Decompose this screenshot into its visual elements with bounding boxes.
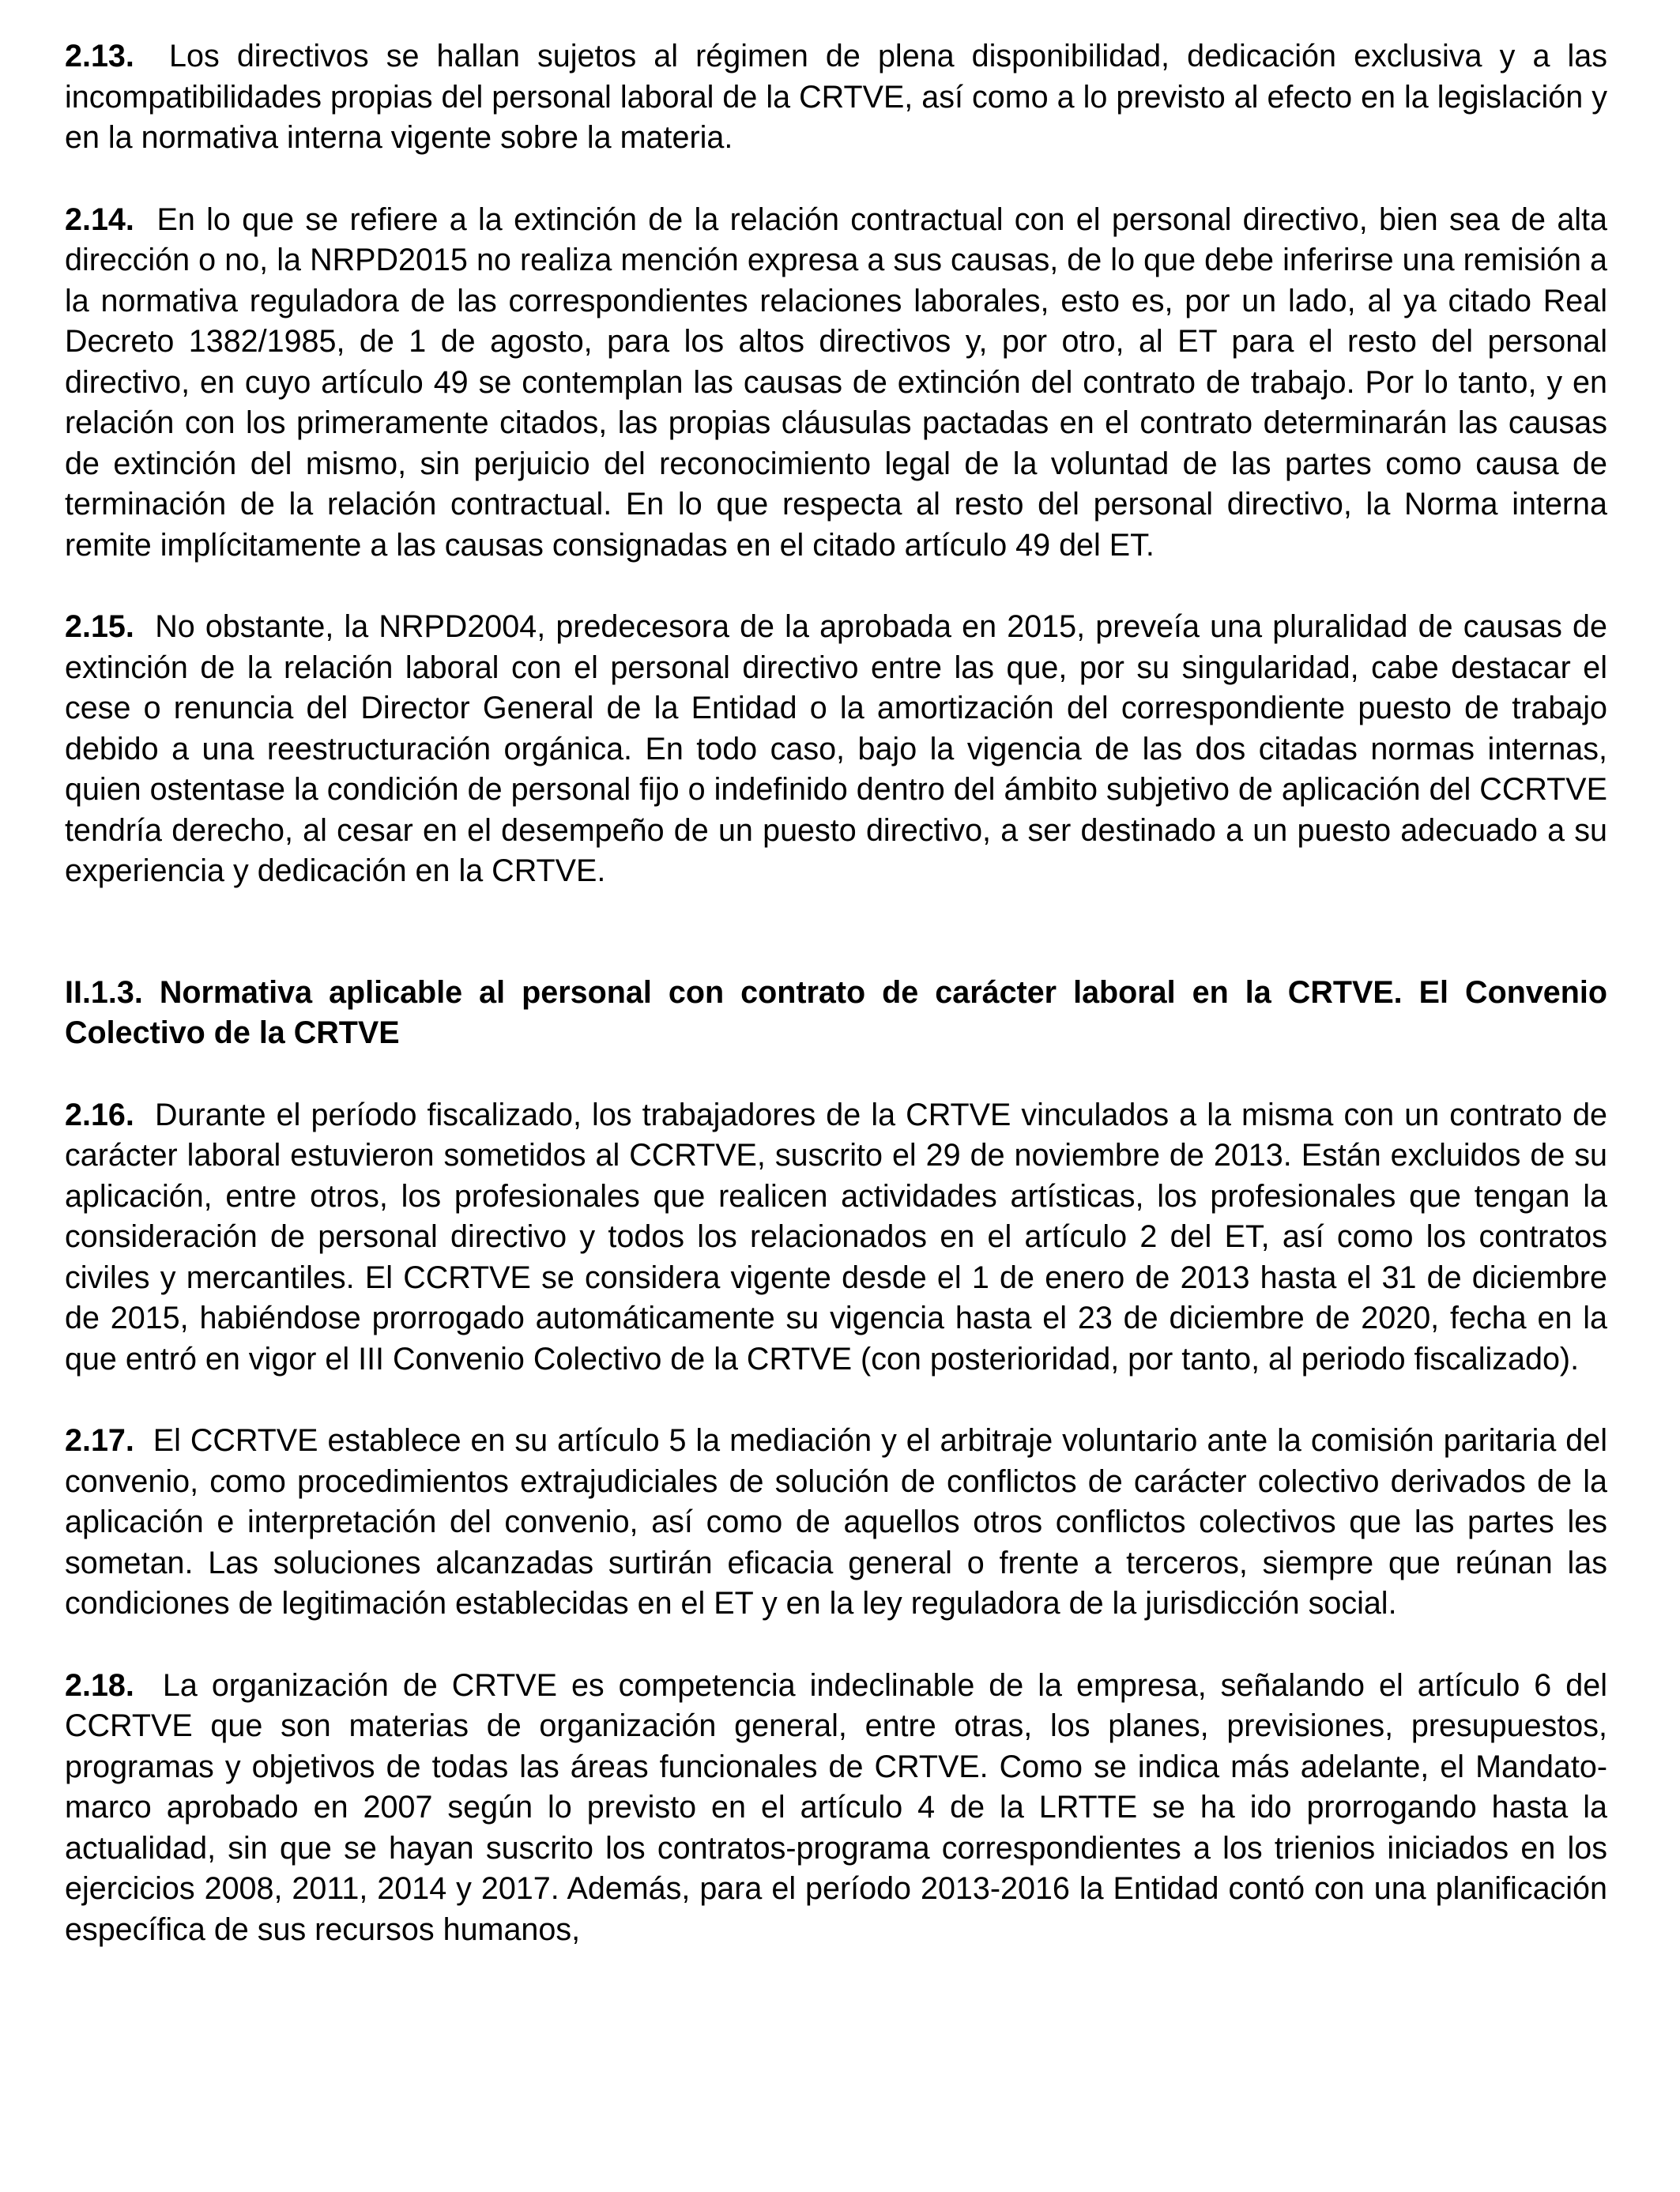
paragraph-number: 2.18. xyxy=(65,1667,134,1703)
paragraph-text: La organización de CRTVE es competencia indeclinable de la empresa, señalando el artículo 6 del CCRTVE que son materias de organización general, entre otras, los planes, previsiones, presupuestos, programas y objetivos de todas las áreas funcionales de CRTVE. Como se indica más adelante, el Mandato-marco aprobado en 2007 según lo previsto en el artículo 4 de la LRTTE se ha ido prorrogando hasta la actualidad, sin que se hayan suscrito los contratos-programa correspondientes a los trienios iniciados en los ejercicios 2008, 2011, 2014 y 2017. Además, para el período 2013-2016 la Entidad contó con una planificación específica de sus recursos humanos, xyxy=(65,1667,1607,1947)
paragraph-number: 2.14. xyxy=(65,201,134,237)
paragraph-number: 2.13. xyxy=(65,39,134,73)
paragraph-text: En lo que se refiere a la extinción de la relación contractual con el personal directivo, bien sea de alta dirección o no, la NRPD2015 no realiza mención expresa a sus causas, de lo que debe inferirse una remisión a la normativa reguladora de las correspondientes relaciones laborales, esto es, por un lado, al ya citado Real Decreto 1382/1985, de 1 de agosto, para los altos directivos y, por otro, al ET para el resto del personal directivo, en cuyo artículo 49 se contemplan las causas de extinción del contrato de trabajo. Por lo tanto, y en relación con los primeramente citados, las propias cláusulas pactadas en el contrato determinarán las causas de extinción del mismo, sin perjuicio del reconocimiento legal de la voluntad de las partes como causa de terminación de la relación contractual. En lo que respecta al resto del personal directivo, la Norma interna remite implícitamente a las causas consignadas en el citado artículo 49 del ET. xyxy=(65,201,1608,563)
paragraph-2-13 xyxy=(65,36,1607,159)
paragraph-number: 2.16. xyxy=(65,1097,134,1132)
section-heading: II.1.3. Normativa aplicable al personal con contrato de carácter laboral en la CRTVE. El Convenio Colectivo de la CRTVE xyxy=(65,974,1607,1050)
paragraph-2-16 xyxy=(65,1095,1607,1380)
paragraph-2-18 xyxy=(65,1666,1607,1951)
paragraph-2-15 xyxy=(65,607,1607,892)
paragraph-text: Los directivos se hallan sujetos al régimen de plena disponibilidad, dedicación exclusiva y a las incompatibilidades propias del personal laboral de la CRTVE, así como a lo previsto al efecto en la legislación y en la normativa interna vigente sobre la materia. xyxy=(65,39,1607,155)
paragraph-number: 2.17. xyxy=(65,1423,134,1458)
document-page xyxy=(65,36,1607,1991)
paragraph-text: No obstante, la NRPD2004, predecesora de la aprobada en 2015, preveía una pluralidad de causas de extinción de la relación laboral con el personal directivo entre las que, por su singularidad, cabe destacar el cese o renuncia del Director General de la Entidad o la amortización del correspondiente puesto de trabajo debido a una reestructuración orgánica. En todo caso, bajo la vigencia de las dos citadas normas internas, quien ostentase la condición de personal fijo o indefinido dentro del ámbito subjetivo de aplicación del CCRTVE tendría derecho, al cesar en el desempeño de un puesto directivo, a ser destinado a un puesto adecuado a su experiencia y dedicación en la CRTVE. xyxy=(65,609,1607,888)
paragraph-number: 2.15. xyxy=(65,609,134,644)
paragraph-text: El CCRTVE establece en su artículo 5 la mediación y el arbitraje voluntario ante la comisión paritaria del convenio, como procedimientos extrajudiciales de solución de conflictos de carácter colectivo derivados de la aplicación e interpretación del convenio, así como de aquellos otros conflictos colectivos que las partes les sometan. Las soluciones alcanzadas surtirán eficacia general o frente a terceros, siempre que reúnan las condiciones de legitimación establecidas en el ET y en la ley reguladora de la jurisdicción social. xyxy=(65,1423,1607,1621)
paragraph-2-14 xyxy=(65,200,1607,567)
paragraph-text: Durante el período fiscalizado, los trabajadores de la CRTVE vinculados a la misma con un contrato de carácter laboral estuvieron sometidos al CCRTVE, suscrito el 29 de noviembre de 2013. Están excluidos de su aplicación, entre otros, los profesionales que realicen actividades artísticas, los profesionales que tengan la consideración de personal directivo y todos los relacionados en el artículo 2 del ET, así como los contratos civiles y mercantiles. El CCRTVE se considera vigente desde el 1 de enero de 2013 hasta el 31 de diciembre de 2015, habiéndose prorrogado automáticamente su vigencia hasta el 23 de diciembre de 2020, fecha en la que entró en vigor el III Convenio Colectivo de la CRTVE (con posterioridad, por tanto, al periodo fiscalizado). xyxy=(65,1097,1607,1377)
paragraph-2-17 xyxy=(65,1421,1607,1625)
